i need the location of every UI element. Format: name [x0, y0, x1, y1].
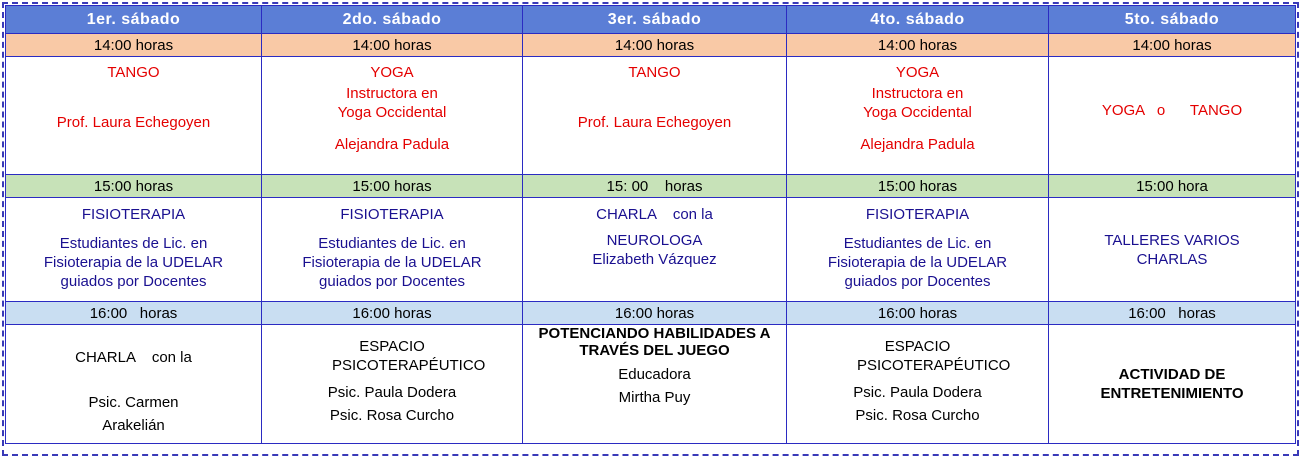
saturday-schedule-table: [5, 5, 1296, 444]
activity-cell: [262, 57, 523, 175]
time-cell: 15:00 hora: [1049, 175, 1296, 198]
activity-cell: [6, 57, 262, 175]
activity-line: Yoga Occidental: [337, 104, 447, 121]
header-cell: 2do. sábado: [262, 6, 523, 34]
activity-title: FISIOTERAPIA: [865, 206, 970, 223]
time-row-1600: [6, 302, 1296, 325]
activity-line: Estudiantes de Lic. en: [318, 235, 466, 252]
time-cell: 14:00 horas: [787, 34, 1049, 57]
time-row-1400: [6, 34, 1296, 57]
activity-title: CHARLA con la: [75, 349, 192, 366]
activity-line: Alejandra Padula: [860, 136, 975, 153]
activity-row-1600: [6, 325, 1296, 444]
time-cell: 14:00 horas: [6, 34, 262, 57]
time-cell: 15:00 horas: [6, 175, 262, 198]
activity-line: NEUROLOGA: [606, 232, 703, 249]
activity-line: Fisioterapia de la UDELAR: [43, 254, 224, 271]
activity-line: Fisioterapia de la UDELAR: [827, 254, 1008, 271]
time-cell: 14:00 horas: [262, 34, 523, 57]
activity-line: Psic. Paula Dodera: [853, 384, 982, 401]
activity-cell: [6, 198, 262, 302]
time-cell: 16:00 horas: [1049, 302, 1296, 325]
activity-line: CHARLAS: [1136, 250, 1208, 268]
time-cell: 16:00 horas: [523, 302, 787, 325]
activity-row-1400: [6, 57, 1296, 175]
activity-title: FISIOTERAPIA: [81, 206, 186, 223]
activity-line: ENTRETENIMIENTO: [1100, 385, 1244, 402]
header-cell: 4to. sábado: [787, 6, 1049, 34]
time-cell: 16:00 horas: [6, 302, 262, 325]
time-cell: 14:00 horas: [523, 34, 787, 57]
activity-title: YOGA: [895, 64, 940, 81]
activity-line: Educadora: [618, 366, 691, 383]
activity-line: Instructora en: [871, 85, 964, 102]
header-cell: 5to. sábado: [1049, 6, 1296, 34]
activity-line: guiados por Docentes: [60, 273, 207, 290]
activity-cell: [523, 325, 787, 444]
activity-line: Psic. Carmen: [88, 394, 179, 411]
activity-line: Psic. Rosa Curcho: [329, 407, 455, 424]
header-row: [6, 6, 1296, 34]
activity-title: ESPACIO PSICOTERAPÉUTICO: [332, 338, 486, 374]
activity-cell: [787, 198, 1049, 302]
activity-line: Prof. Laura Echegoyen: [56, 114, 211, 131]
activity-line: Psic. Rosa Curcho: [855, 407, 980, 424]
activity-line: Alejandra Padula: [334, 136, 450, 153]
time-cell: 14:00 horas: [1049, 34, 1296, 57]
time-row-1500: [6, 175, 1296, 198]
time-cell: 16:00 horas: [787, 302, 1049, 325]
activity-title: CHARLA con la: [596, 206, 713, 223]
activity-line: Fisioterapia de la UDELAR: [302, 254, 482, 271]
activity-title: YOGA: [370, 64, 414, 81]
activity-line: ACTIVIDAD DE: [1118, 366, 1226, 383]
activity-line: guiados por Docentes: [844, 273, 991, 290]
activity-line: Mirtha Puy: [618, 389, 691, 406]
activity-row-1500: [6, 198, 1296, 302]
activity-cell: [787, 325, 1049, 444]
activity-line: TALLERES VARIOS: [1104, 231, 1240, 249]
activity-cell: [1049, 198, 1296, 302]
activity-title: TANGO: [628, 64, 681, 81]
activity-cell: [523, 57, 787, 175]
activity-cell: [262, 198, 523, 302]
activity-line: Psic. Paula Dodera: [327, 384, 457, 401]
activity-title: TANGO: [107, 64, 160, 81]
activity-line: Estudiantes de Lic. en: [59, 235, 208, 252]
activity-line: guiados por Docentes: [319, 273, 465, 290]
activity-title: POTENCIANDO HABILIDADES A TRAVÉS DEL JUEGO: [538, 325, 771, 359]
header-cell: 3er. sábado: [523, 6, 787, 34]
activity-title: ESPACIO PSICOTERAPÉUTICO: [857, 338, 1011, 374]
time-cell: 15:00 horas: [787, 175, 1049, 198]
activity-line: Prof. Laura Echegoyen: [577, 114, 732, 131]
activity-line: Instructora en: [346, 85, 438, 102]
activity-cell: [1049, 325, 1296, 444]
time-cell: 15: 00 horas: [523, 175, 787, 198]
time-cell: 15:00 horas: [262, 175, 523, 198]
header-cell: 1er. sábado: [6, 6, 262, 34]
activity-line: YOGA o TANGO: [1101, 102, 1243, 119]
activity-line: Estudiantes de Lic. en: [843, 235, 992, 252]
activity-line: Elizabeth Vázquez: [592, 251, 717, 268]
activity-cell: [787, 57, 1049, 175]
activity-cell: [262, 325, 523, 444]
activity-line: Arakelián: [102, 417, 165, 434]
activity-cell: [1049, 57, 1296, 175]
activity-cell: [6, 325, 262, 444]
activity-line: Yoga Occidental: [863, 104, 972, 121]
activity-title: FISIOTERAPIA: [340, 206, 444, 223]
activity-cell: [523, 198, 787, 302]
time-cell: 16:00 horas: [262, 302, 523, 325]
